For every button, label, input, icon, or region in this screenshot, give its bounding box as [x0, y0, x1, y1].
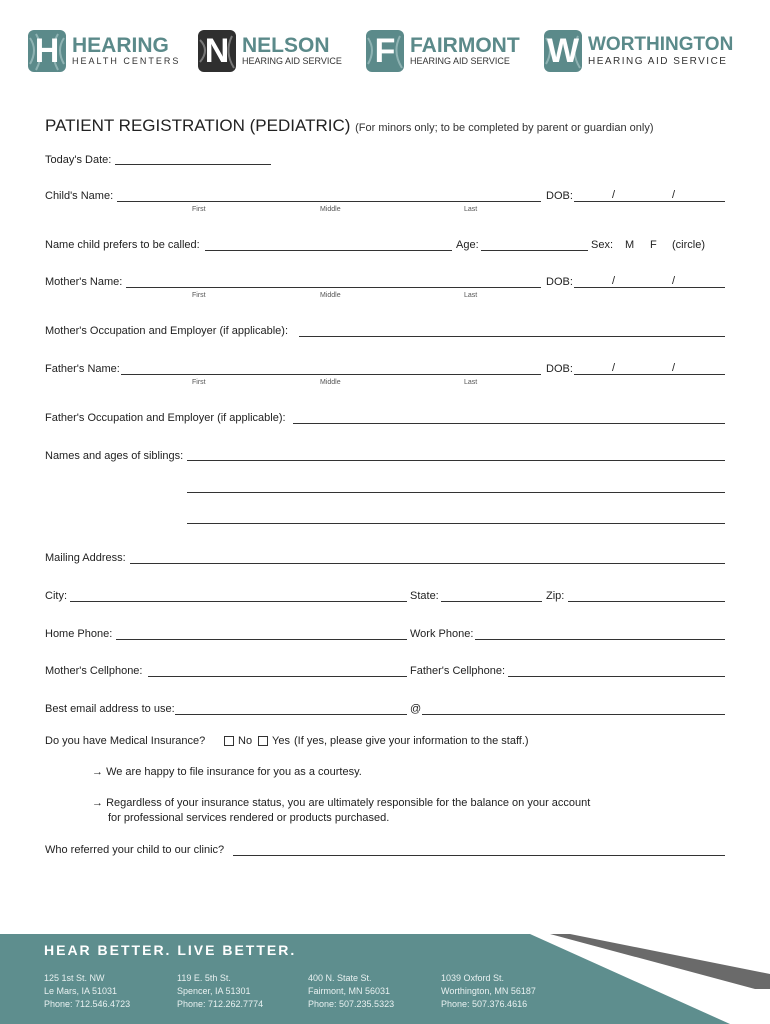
location-street: 125 1st St. NW — [44, 973, 105, 983]
preferred-name-field[interactable] — [205, 250, 452, 251]
fathers-occupation-label: Father's Occupation and Employer (if applicable): — [45, 412, 286, 424]
hearing-health-centers-logo — [28, 30, 188, 74]
work-phone-label: Work Phone: — [410, 628, 474, 640]
yes-label: Yes — [272, 735, 290, 747]
child-dob-label: DOB: — [546, 190, 573, 202]
insurance-yes-option[interactable] — [258, 735, 290, 748]
mothers-occupation-field[interactable] — [299, 336, 725, 337]
father-dob-label: DOB: — [546, 363, 573, 375]
sex-male-option[interactable]: M — [625, 239, 635, 251]
logo-name: FAIRMONT — [410, 34, 520, 57]
siblings-field-3[interactable] — [187, 523, 725, 524]
city-field[interactable] — [70, 601, 407, 602]
mothers-name-field[interactable] — [126, 287, 541, 288]
mother-dob-label: DOB: — [546, 276, 573, 288]
email-user-field[interactable] — [175, 714, 407, 715]
form-title-text: PATIENT REGISTRATION (PEDIATRIC) — [45, 116, 351, 135]
logo-subtitle: HEALTH CENTERS — [72, 56, 181, 66]
form-title-note: (For minors only; to be completed by parent or guardian only) — [355, 122, 654, 134]
mothers-cellphone-label: Mother's Cellphone: — [45, 665, 143, 677]
location-phone: Phone: 507.235.5323 — [308, 999, 395, 1009]
location-city: Fairmont, MN 56031 — [308, 986, 391, 996]
email-label: Best email address to use: — [45, 703, 175, 715]
state-field[interactable] — [441, 601, 542, 602]
todays-date-field[interactable] — [115, 164, 271, 165]
sex-circle-note: (circle) — [672, 239, 705, 251]
last-caption: Last — [464, 292, 478, 299]
location-city: Worthington, MN 56187 — [441, 986, 536, 996]
home-phone-label: Home Phone: — [45, 628, 113, 640]
middle-caption: Middle — [320, 292, 341, 299]
location-street: 119 E. 5th St. — [177, 973, 231, 983]
work-phone-field[interactable] — [475, 639, 725, 640]
worthington-hearing-logo — [544, 30, 749, 74]
email-domain-field[interactable] — [422, 714, 725, 715]
child-dob-field[interactable] — [574, 201, 725, 202]
siblings-field-2[interactable] — [187, 492, 725, 493]
location-worthington — [441, 972, 536, 1011]
location-street: 400 N. State St. — [308, 973, 372, 983]
dob-slash: / — [612, 362, 616, 374]
arrow-right-icon: → — [92, 797, 103, 809]
logo-subtitle: HEARING AID SERVICE — [588, 56, 728, 67]
age-field[interactable] — [481, 250, 588, 251]
fathers-cellphone-field[interactable] — [508, 676, 725, 677]
age-label: Age: — [456, 239, 479, 251]
first-caption: First — [192, 292, 206, 299]
fathers-name-label: Father's Name: — [45, 363, 120, 375]
form-title — [45, 116, 654, 136]
fairmont-hearing-logo — [366, 30, 531, 74]
referral-field[interactable] — [233, 855, 725, 856]
location-phone: Phone: 712.262.7774 — [177, 999, 264, 1009]
state-label: State: — [410, 590, 439, 602]
father-dob-field[interactable] — [574, 374, 725, 375]
location-street: 1039 Oxford St. — [441, 973, 505, 983]
sex-female-option[interactable]: F — [650, 239, 657, 251]
logo-name: HEARING — [72, 34, 169, 57]
yes-checkbox[interactable] — [258, 736, 268, 746]
dob-slash: / — [672, 189, 676, 201]
city-label: City: — [45, 590, 67, 602]
insurance-question: Do you have Medical Insurance? — [45, 735, 206, 747]
dob-slash: / — [672, 275, 676, 287]
courtesy-note — [92, 766, 362, 778]
mothers-cellphone-field[interactable] — [148, 676, 407, 677]
childs-name-field[interactable] — [117, 201, 541, 202]
preferred-name-label: Name child prefers to be called: — [45, 239, 200, 251]
dob-slash: / — [612, 189, 616, 201]
dob-slash: / — [672, 362, 676, 374]
insurance-yes-note: (If yes, please give your information to the staff.) — [294, 735, 529, 747]
fathers-cellphone-label: Father's Cellphone: — [410, 665, 506, 677]
location-phone: Phone: 507.376.4616 — [441, 999, 528, 1009]
logo-name: WORTHINGTON — [588, 34, 734, 55]
fathers-name-field[interactable] — [121, 374, 541, 375]
middle-caption: Middle — [320, 206, 341, 213]
todays-date-label: Today's Date: — [45, 154, 112, 166]
location-lemars — [44, 972, 130, 1011]
location-spencer — [177, 972, 263, 1011]
no-checkbox[interactable] — [224, 736, 234, 746]
w-logo-mark: W — [544, 30, 582, 72]
location-fairmont — [308, 972, 394, 1011]
referral-label: Who referred your child to our clinic? — [45, 844, 225, 856]
mailing-address-field[interactable] — [130, 563, 725, 564]
first-caption: First — [192, 379, 206, 386]
logo-name: NELSON — [242, 34, 330, 57]
sex-label: Sex: — [591, 239, 614, 251]
home-phone-field[interactable] — [116, 639, 407, 640]
location-city: Le Mars, IA 51031 — [44, 986, 118, 996]
siblings-field-1[interactable] — [187, 460, 725, 461]
first-caption: First — [192, 206, 206, 213]
mailing-address-label: Mailing Address: — [45, 552, 126, 564]
dob-slash: / — [612, 275, 616, 287]
courtesy-text: We are happy to file insurance for you as a courtesy. — [106, 766, 362, 778]
childs-name-label: Child's Name: — [45, 190, 114, 202]
responsibility-note — [92, 797, 590, 809]
siblings-label: Names and ages of siblings: — [45, 450, 184, 462]
fathers-occupation-field[interactable] — [293, 423, 725, 424]
zip-field[interactable] — [568, 601, 725, 602]
h-logo-mark: H — [28, 30, 66, 72]
responsibility-text-1: Regardless of your insurance status, you are ultimately responsible for the balance on your account — [106, 797, 591, 809]
footer-stripes — [530, 934, 770, 1024]
arrow-right-icon: → — [92, 766, 103, 778]
email-at-sign: @ — [410, 703, 422, 715]
location-phone: Phone: 712.546.4723 — [44, 999, 131, 1009]
last-caption: Last — [464, 206, 478, 213]
mothers-occupation-label: Mother's Occupation and Employer (if applicable): — [45, 325, 288, 337]
n-logo-mark: N — [198, 30, 236, 72]
mother-dob-field[interactable] — [574, 287, 725, 288]
logo-subtitle: HEARING AID SERVICE — [410, 56, 510, 66]
responsibility-text-2: for professional services rendered or products purchased. — [108, 812, 390, 824]
mothers-name-label: Mother's Name: — [45, 276, 123, 288]
f-logo-mark: F — [366, 30, 404, 72]
logo-subtitle: HEARING AID SERVICE — [242, 56, 342, 66]
zip-label: Zip: — [546, 590, 565, 602]
middle-caption: Middle — [320, 379, 341, 386]
last-caption: Last — [464, 379, 478, 386]
insurance-no-option[interactable] — [224, 735, 252, 748]
no-label: No — [238, 735, 253, 747]
footer-tagline: HEAR BETTER. LIVE BETTER. — [44, 942, 297, 958]
location-city: Spencer, IA 51301 — [177, 986, 251, 996]
nelson-hearing-logo — [198, 30, 358, 74]
